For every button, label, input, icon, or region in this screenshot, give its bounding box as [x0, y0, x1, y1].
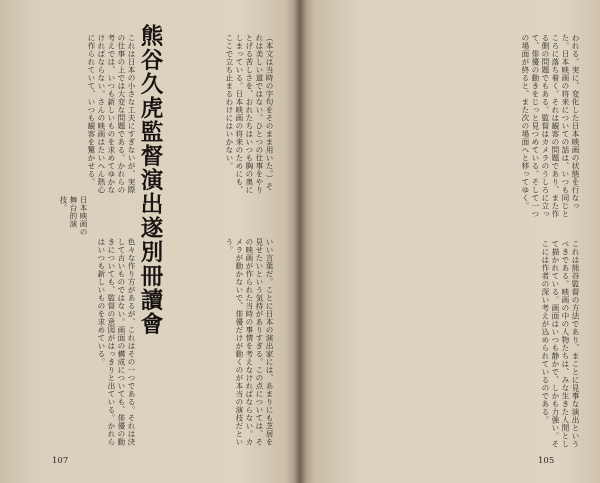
article-title: 熊谷久虎監督演出遂別冊讀會 [137, 24, 163, 336]
left-text-block-a: （本文は当時の字句をそのまま用いた。）それは美しい道ではない。ひとつの仕事をやりとげる苦しさを、おれたちはいつも胸の奥にしまっている。日本映画の将来のためにも、ここで立ち止まるわけにはいかない。 [224, 34, 274, 194]
left-text-block-c: いい言葉だ。ことに日本の演出家には、あまりにも芝居を見せたいという気持がありすぎる。この点については、その映画が作られた当時の事情を考えなければならない。カメラが動かないで、俳優だけが動くのが本当の演技だという。 [224, 238, 274, 446]
right-text-block-a: われる。実に、変化した日本映画の状態を行なった。日本映画の将来についての話は、いつも同じところに落ち着く。それは観客の問題であり、また作る側の問題でもある。監督はカメラのうしろに立って、俳優の動きをじっと見つめている。そして一つの場面が終ると、また次の場面へと移ってゆく。 [520, 34, 580, 218]
right-page [300, 0, 600, 483]
left-note: 日本映画の舞台的演技。 [58, 196, 88, 236]
left-text-block-b: これは日本の小さな工夫にすぎないが、実際の仕事の上では大変な問題である。かれらの考えでは、いつも新しいものを求めてゆかなければならない。さんの映画はたいへん熱心に作られていて、いつも観客を驚かせる。 [86, 34, 136, 194]
left-text-block-d: 色々な作り方があるが、これはその一つである。それは決して古いものではない。画面の構成についても、俳優の動きについても、監督の意図がはっきりと出ている。かれらはいつも新しいものを求めている。 [96, 238, 136, 446]
page-number-right: 105 [538, 456, 555, 466]
right-text-block-b: これは熊谷監督の方法であり、まことに見事な演出というべきである。映画の中の人物たちは、みな生きた人間として描かれている。画面はいつも静かで、しかも力強い。そこには作者の深い考えが込められているのである。 [540, 240, 580, 448]
page-number-left: 107 [52, 456, 69, 466]
